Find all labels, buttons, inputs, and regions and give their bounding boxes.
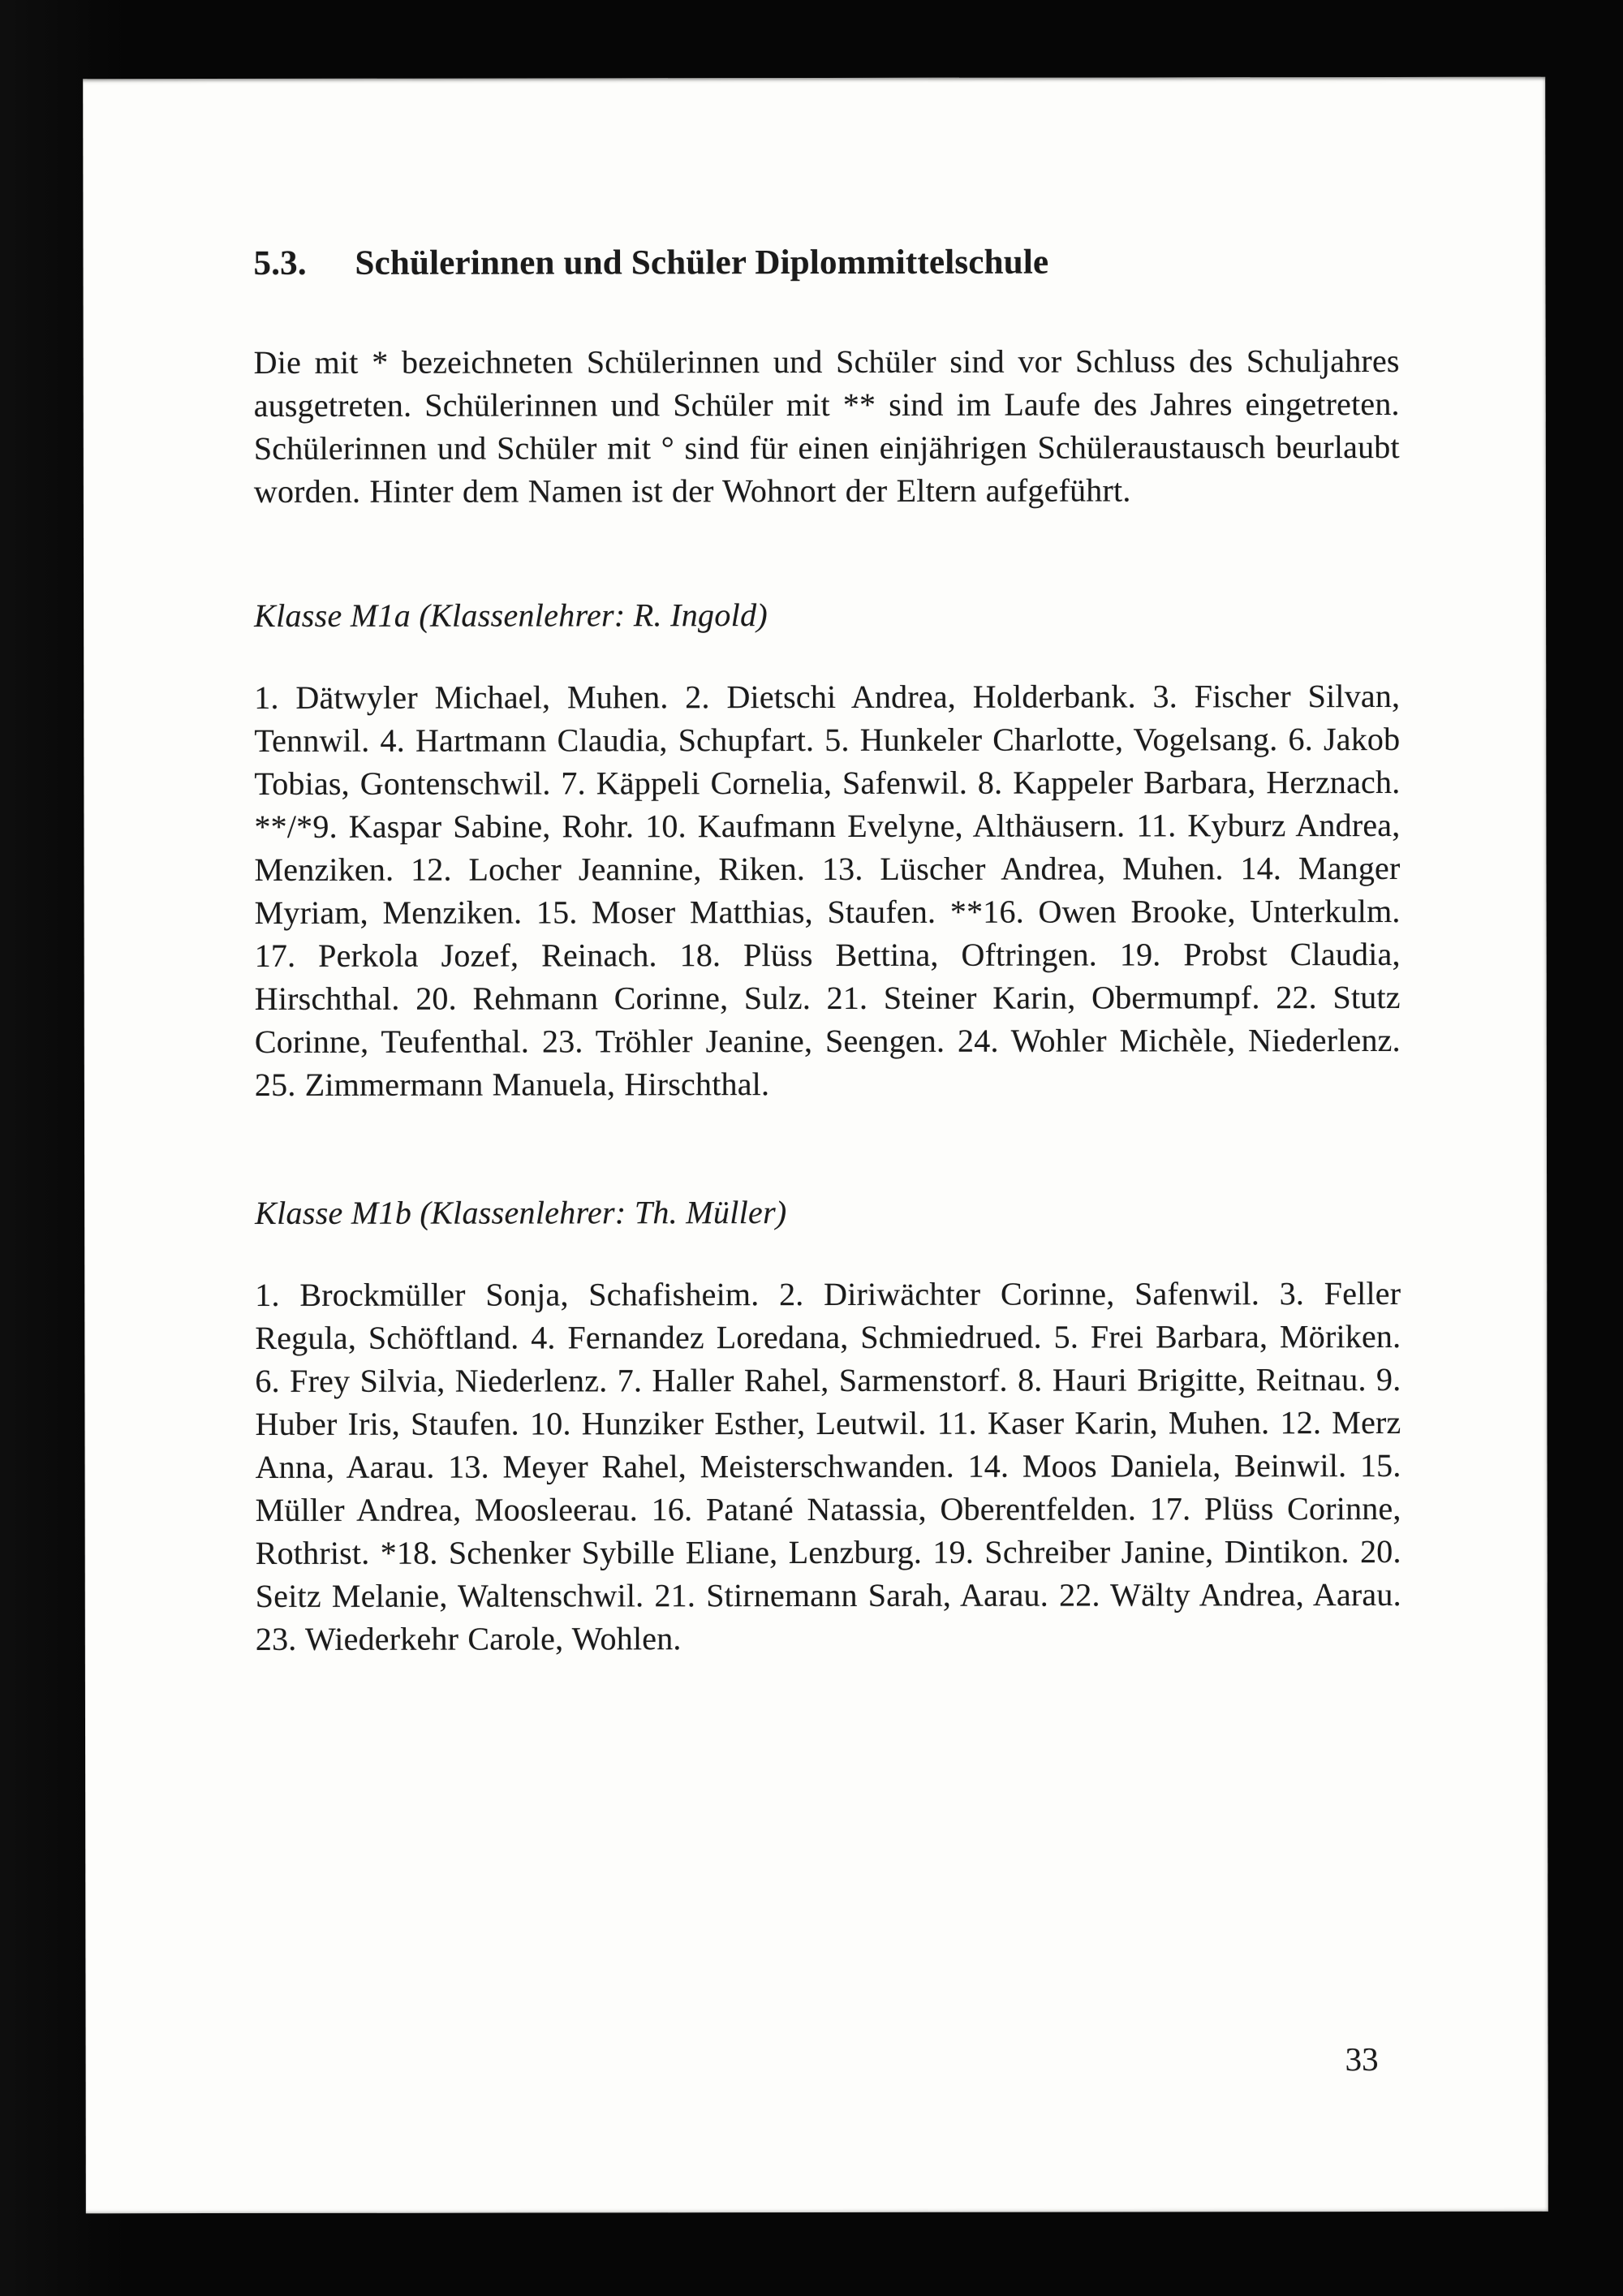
section-heading <box>253 240 1399 286</box>
class-heading-m1a: Klasse M1a (Klassenlehrer: R. Ingold) <box>254 597 768 634</box>
class-heading-m1b: Klasse M1b (Klassenlehrer: Th. Müller) <box>255 1194 787 1231</box>
page-number: 33 <box>1345 2040 1379 2078</box>
section-heading-number: 5.3. <box>253 243 307 282</box>
class-roster-m1b: 1. Brockmüller Sonja, Schafisheim. 2. Diriwächter Corinne, Safenwil. 3. Feller Regula, Schöftland. 4. Fernandez Loredana, Schmiedrued. 5. Frei Barbara, Möriken. 6. Frey Silvia, Niederlenz. 7. Haller Rahel, Sarmenstorf. 8. Hauri Brigitte, Reitnau. 9. Huber Iris, Staufen. 10. Hunziker Esther, Leutwil. 11. Kaser Karin, Muhen. 12. Merz Anna, Aarau. 13. Meyer Rahel, Meisterschwanden. 14. Moos Daniela, Beinwil. 15. Müller Andrea, Moosleerau. 16. Patané Natassia, Oberentfelden. 17. Plüss Corinne, Rothrist. *18. Schenker Sybille Eliane, Lenzburg. 19. Schreiber Janine, Dintikon. 20. Seitz Melanie, Waltenschwil. 21. Stirnemann Sarah, Aarau. 22. Wälty Andrea, Aarau. 23. Wiederkehr Carole, Wohlen. <box>255 1274 1401 1657</box>
page-content <box>253 77 1401 1661</box>
section-heading-title: Schülerinnen und Schüler Diplommittelschule <box>355 243 1049 282</box>
intro-paragraph: Die mit * bezeichneten Schülerinnen und Schüler sind vor Schluss des Schuljahres ausgetreten. Schülerinnen und Schüler mit ** sind im Laufe des Jahres eingetreten. Schülerinnen und Schüler mit ° sind für einen einjährigen Schüleraustausch beurlaubt worden. Hinter dem Namen ist der Wohnort der Eltern aufgeführt. <box>253 342 1400 510</box>
document-page <box>83 77 1548 2214</box>
class-roster-m1a: 1. Dätwyler Michael, Muhen. 2. Dietschi Andrea, Holderbank. 3. Fischer Silvan, Tennwil. 4. Hartmann Claudia, Schupfart. 5. Hunkeler Charlotte, Vogelsang. 6. Jakob Tobias, Gontenschwil. 7. Käppeli Cornelia, Safenwil. 8. Kappeler Barbara, Herznach. **/*9. Kaspar Sabine, Rohr. 10. Kaufmann Evelyne, Althäusern. 11. Kyburz Andrea, Menziken. 12. Locher Jeannine, Riken. 13. Lüscher Andrea, Muhen. 14. Manger Myriam, Menziken. 15. Moser Matthias, Staufen. **16. Owen Brooke, Unterkulm. 17. Perkola Jozef, Reinach. 18. Plüss Bettina, Oftringen. 19. Probst Claudia, Hirschthal. 20. Rehmann Corinne, Sulz. 21. Steiner Karin, Obermumpf. 22. Stutz Corinne, Teufenthal. 23. Tröhler Jeanine, Seengen. 24. Wohler Michèle, Niederlenz. 25. Zimmermann Manuela, Hirschthal. <box>254 677 1401 1103</box>
